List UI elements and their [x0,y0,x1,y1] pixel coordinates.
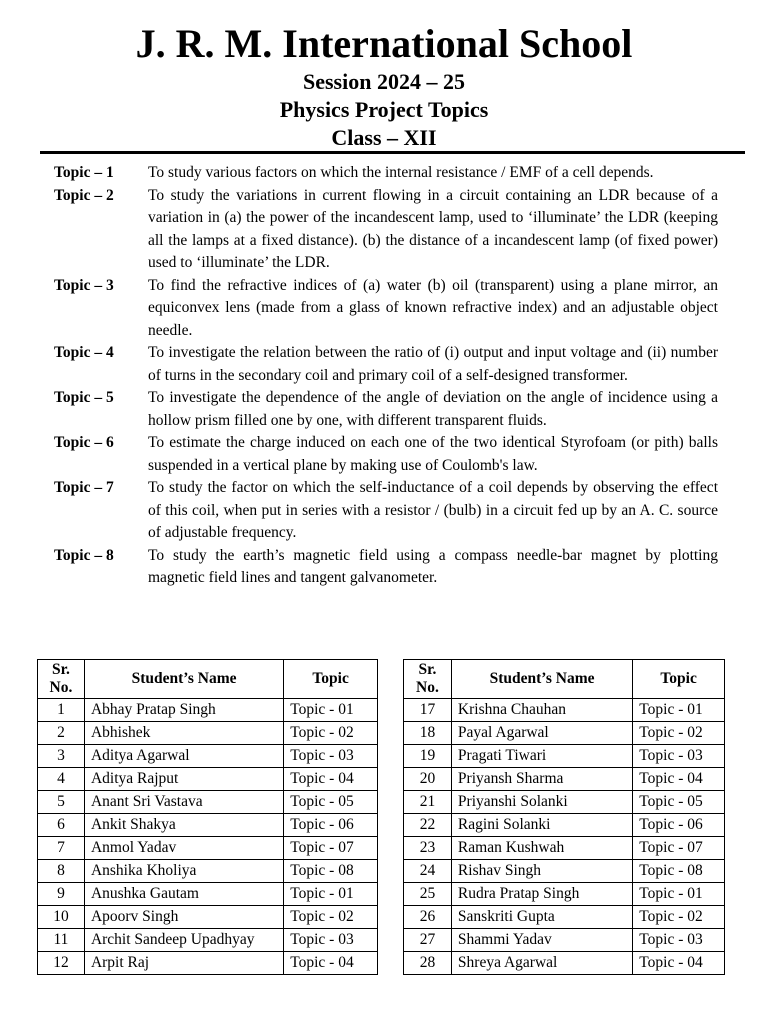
topic-cell: Topic - 03 [633,929,725,952]
student-table-right [403,659,725,975]
topic-cell: Topic - 03 [284,745,378,768]
serial-number-cell: 3 [38,745,85,768]
student-name-cell: Anant Sri Vastava [84,791,283,814]
table-row [404,860,725,883]
session-heading: Session 2024 – 25 [303,69,465,94]
table-row [404,929,725,952]
student-name-cell: Apoorv Singh [84,906,283,929]
topic-item [0,342,768,387]
serial-number-cell: 27 [404,929,452,952]
student-name-cell: Krishna Chauhan [451,699,632,722]
topic-description: To study the variations in current flowing in a circuit containing an LDR because of a variation in (a) the power of the incandescent lamp, used to ‘illuminate’ the LDR (keeping all the lamps at a fixed distance). (b) the distance of a incandescent lamp (of fixed power) used to ‘illuminate’ the LDR. [148,186,718,271]
topic-description: To investigate the dependence of the angle of deviation on the angle of incidence using a hollow prism filled one by one, with different transparent fluids. [148,389,718,429]
student-name-cell: Abhishek [84,722,283,745]
class-heading: Class – XII [331,125,437,150]
table-header-row [38,660,378,699]
topic-cell: Topic - 01 [284,699,378,722]
table-row [404,814,725,837]
topic-label: Topic – 8 [54,546,114,564]
topic-label: Topic – 6 [54,434,114,451]
topic-cell: Topic - 01 [633,883,725,906]
serial-number-cell: 23 [404,837,452,860]
student-name-cell: Aditya Agarwal [84,745,283,768]
serial-number-cell: 26 [404,906,452,929]
topic-label: Topic – 5 [54,389,114,406]
serial-number-cell: 8 [38,860,85,883]
topic-item [0,477,768,545]
table-row [404,883,725,906]
table-row [404,768,725,791]
topic-description: To find the refractive indices of (a) water (b) oil (transparent) using a plane mirror, an equiconvex lens (made from a glass of known refractive index) and an adjustable object needle. [148,276,718,339]
student-name-cell: Archit Sandeep Upadhyay [84,929,283,952]
student-table-left [37,659,378,975]
serial-number-cell: 1 [38,699,85,722]
serial-number-cell: 12 [38,952,85,975]
topic-item [0,162,768,185]
table-row [38,791,378,814]
serial-number-cell: 19 [404,745,452,768]
topic-description: To study the earth’s magnetic field using a compass needle-bar magnet by plotting magnetic field lines and tangent galvanometer. [148,546,718,586]
table-row [404,906,725,929]
table-row [38,699,378,722]
student-name-cell: Aditya Rajput [84,768,283,791]
topic-cell: Topic - 03 [284,929,378,952]
topic-cell: Topic - 07 [284,837,378,860]
student-name-cell: Anmol Yadav [84,837,283,860]
table-row [404,952,725,975]
serial-number-cell: 5 [38,791,85,814]
serial-number-cell: 7 [38,837,85,860]
topic-cell: Topic - 04 [633,952,725,975]
student-name-cell: Priyanshi Solanki [451,791,632,814]
table-row [38,860,378,883]
student-name-header: Student’s Name [451,660,632,699]
topic-description: To estimate the charge induced on each one of the two identical Styrofoam (or pith) balls suspended in a vertical plane by making use of Coulomb's law. [148,434,718,474]
student-name-cell: Ankit Shakya [84,814,283,837]
student-name-cell: Anushka Gautam [84,883,283,906]
topic-cell: Topic - 04 [284,768,378,791]
table-row [38,722,378,745]
topic-item [0,432,768,477]
serial-number-cell: 28 [404,952,452,975]
serial-number-cell: 10 [38,906,85,929]
serial-number-cell: 4 [38,768,85,791]
school-name: J. R. M. International School [135,21,633,66]
serial-number-cell: 17 [404,699,452,722]
document-title: Physics Project Topics [279,97,489,122]
topic-cell: Topic - 04 [633,768,725,791]
student-name-cell: Abhay Pratap Singh [84,699,283,722]
topic-label: Topic – 7 [54,479,114,496]
table-row [38,929,378,952]
topic-item [0,545,768,590]
topic-cell: Topic - 01 [284,883,378,906]
student-name-cell: Ragini Solanki [451,814,632,837]
serial-number-cell: 11 [38,929,85,952]
table-row [404,699,725,722]
topic-item [0,275,768,343]
serial-number-header: Sr. No. [38,660,85,699]
table-row [38,745,378,768]
topic-cell: Topic - 04 [284,952,378,975]
topic-description: To investigate the relation between the ratio of (i) output and input voltage and (ii) number of turns in the secondary coil and primary coil of a self-designed transformer. [148,344,718,384]
student-name-cell: Payal Agarwal [451,722,632,745]
topic-cell: Topic - 02 [633,722,725,745]
serial-number-header: Sr. No. [404,660,452,699]
topic-cell: Topic - 05 [284,791,378,814]
serial-number-cell: 9 [38,883,85,906]
topic-header: Topic [284,660,378,699]
topic-cell: Topic - 08 [633,860,725,883]
table-row [38,768,378,791]
student-name-cell: Raman Kushwah [451,837,632,860]
student-name-cell: Shreya Agarwal [451,952,632,975]
topic-cell: Topic - 06 [284,814,378,837]
student-name-cell: Rudra Pratap Singh [451,883,632,906]
topic-cell: Topic - 01 [633,699,725,722]
serial-number-cell: 25 [404,883,452,906]
topic-header: Topic [633,660,725,699]
student-name-cell: Sanskriti Gupta [451,906,632,929]
student-name-cell: Rishav Singh [451,860,632,883]
serial-number-cell: 20 [404,768,452,791]
serial-number-cell: 6 [38,814,85,837]
topic-cell: Topic - 05 [633,791,725,814]
table-row [404,837,725,860]
topic-cell: Topic - 08 [284,860,378,883]
header-divider [40,151,745,154]
table-row [404,745,725,768]
topic-cell: Topic - 02 [633,906,725,929]
topic-cell: Topic - 03 [633,745,725,768]
student-name-header: Student’s Name [84,660,283,699]
table-row [38,952,378,975]
topic-description: To study the factor on which the self-inductance of a coil depends by observing the effect of this coil, when put in series with a resistor / (bulb) in a circuit fed up by an A. C. source of adjustable frequency. [148,479,718,541]
topic-label: Topic – 1 [54,164,114,181]
table-row [38,883,378,906]
serial-number-cell: 22 [404,814,452,837]
topic-label: Topic – 2 [54,186,114,204]
serial-number-cell: 21 [404,791,452,814]
topic-cell: Topic - 02 [284,906,378,929]
topic-cell: Topic - 06 [633,814,725,837]
topic-item [0,387,768,432]
table-row [404,791,725,814]
student-name-cell: Shammi Yadav [451,929,632,952]
student-name-cell: Priyansh Sharma [451,768,632,791]
topic-cell: Topic - 07 [633,837,725,860]
topic-cell: Topic - 02 [284,722,378,745]
table-header-row [404,660,725,699]
student-name-cell: Arpit Raj [84,952,283,975]
topic-label: Topic – 4 [54,344,114,361]
student-name-cell: Anshika Kholiya [84,860,283,883]
table-row [38,814,378,837]
student-name-cell: Pragati Tiwari [451,745,632,768]
topic-description: To study various factors on which the internal resistance / EMF of a cell depends. [148,164,654,181]
table-row [38,906,378,929]
table-row [404,722,725,745]
topic-item [0,185,768,275]
serial-number-cell: 24 [404,860,452,883]
topic-label: Topic – 3 [54,276,114,294]
topics-list [0,162,768,590]
serial-number-cell: 18 [404,722,452,745]
serial-number-cell: 2 [38,722,85,745]
table-row [38,837,378,860]
